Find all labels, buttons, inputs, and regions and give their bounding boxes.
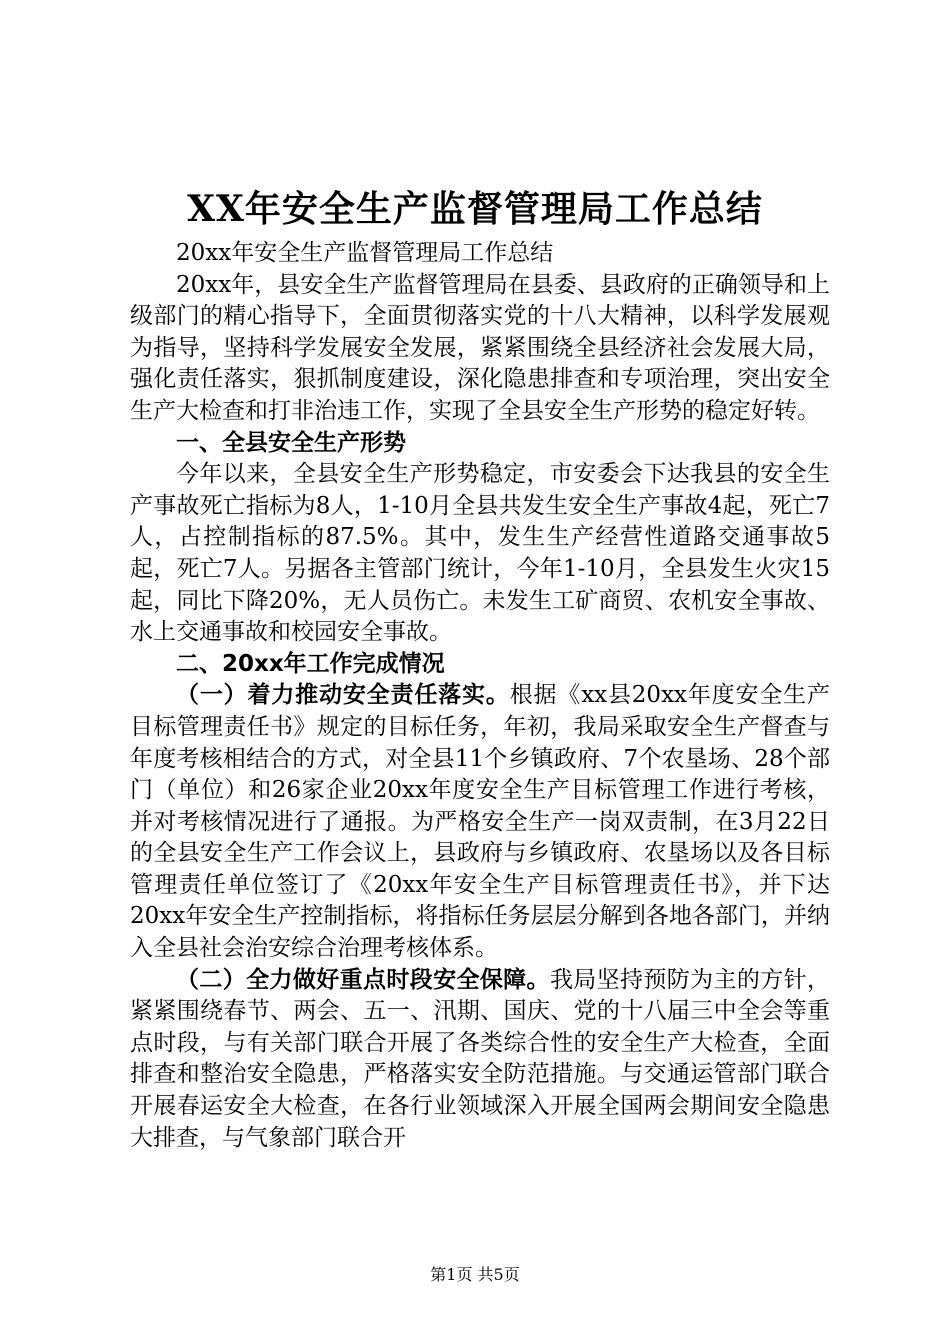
page-footer: 第1页 共5页 bbox=[430, 1265, 520, 1284]
paragraph-situation: 今年以来，全县安全生产形势稳定，市安委会下达我县的安全生产事故死亡指标为8人，1-10月全县共发生安全生产事故4起，死亡7人，占控制指标的87.5%。其中，发生生产经营性道路交通事故5起，死亡7人。另据各主管部门统计，今年1-10月，全县发生火灾15起，同比下降20%，无人员伤亡。未发生工矿商贸、农机安全事故、水上交通事故和校园安全事故。 bbox=[130, 461, 830, 646]
paragraph-text: 我局坚持预防为主的方针，紧紧围绕春节、两会、五一、汛期、国庆、党的十八届三中全会等重点时段，与有关部门联合开展了各类综合性的安全生产大检查，全面排查和整治安全隐患，严格落实安全防范措施。与交通运管部门联合开展春运安全大检查，在各行业领域深入开展全国两会期间安全隐患大排查，与气象部门联合开 bbox=[130, 966, 831, 1151]
section-heading-1: 一、全县安全生产形势 bbox=[176, 429, 406, 456]
paragraph-lead: （二）全力做好重点时段安全保障。 bbox=[176, 966, 550, 993]
page-title: XX年安全生产监督管理局工作总结 bbox=[187, 188, 763, 230]
paragraph-key-periods bbox=[130, 965, 830, 1155]
paragraph-lead: （一）着力推动安全责任落实。 bbox=[176, 682, 510, 709]
paragraph-intro: 20xx年，县安全生产监督管理局在县委、县政府的正确领导和上级部门的精心指导下，全面贯彻落实党的十八大精神，以科学发展观为指导，坚持科学发展安全发展，紧紧围绕全县经济社会发展大局，强化责任落实，狠抓制度建设，深化隐患排查和专项治理，突出安全生产大检查和打非治违工作，实现了全县安全生产形势的稳定好转。 bbox=[130, 271, 830, 424]
paragraph-subtitle: 20xx年安全生产监督管理局工作总结 bbox=[176, 240, 554, 266]
document-body bbox=[130, 238, 830, 1154]
paragraph-text: 根据《xx县20xx年度安全生产目标管理责任书》规定的目标任务，年初，我局采取安全生产督查与年度考核相结合的方式，对全县11个乡镇政府、7个农垦场、28个部门（单位）和26家企业20xx年度安全生产目标管理工作进行考核，并对考核情况进行了通报。为严格安全生产一岗双责制，在3月22日的全县安全生产工作会议上，县政府与乡镇政府、农垦场以及各目标管理责任单位签订了《20xx年安全生产目标管理责任书》，并下达20xx年安全生产控制指标，将指标任务层层分解到各地各部门，并纳入全县社会治安综合治理考核体系。 bbox=[130, 682, 831, 962]
section-heading-2: 二、20xx年工作完成情况 bbox=[176, 650, 445, 677]
paragraph-responsibility bbox=[130, 680, 830, 964]
